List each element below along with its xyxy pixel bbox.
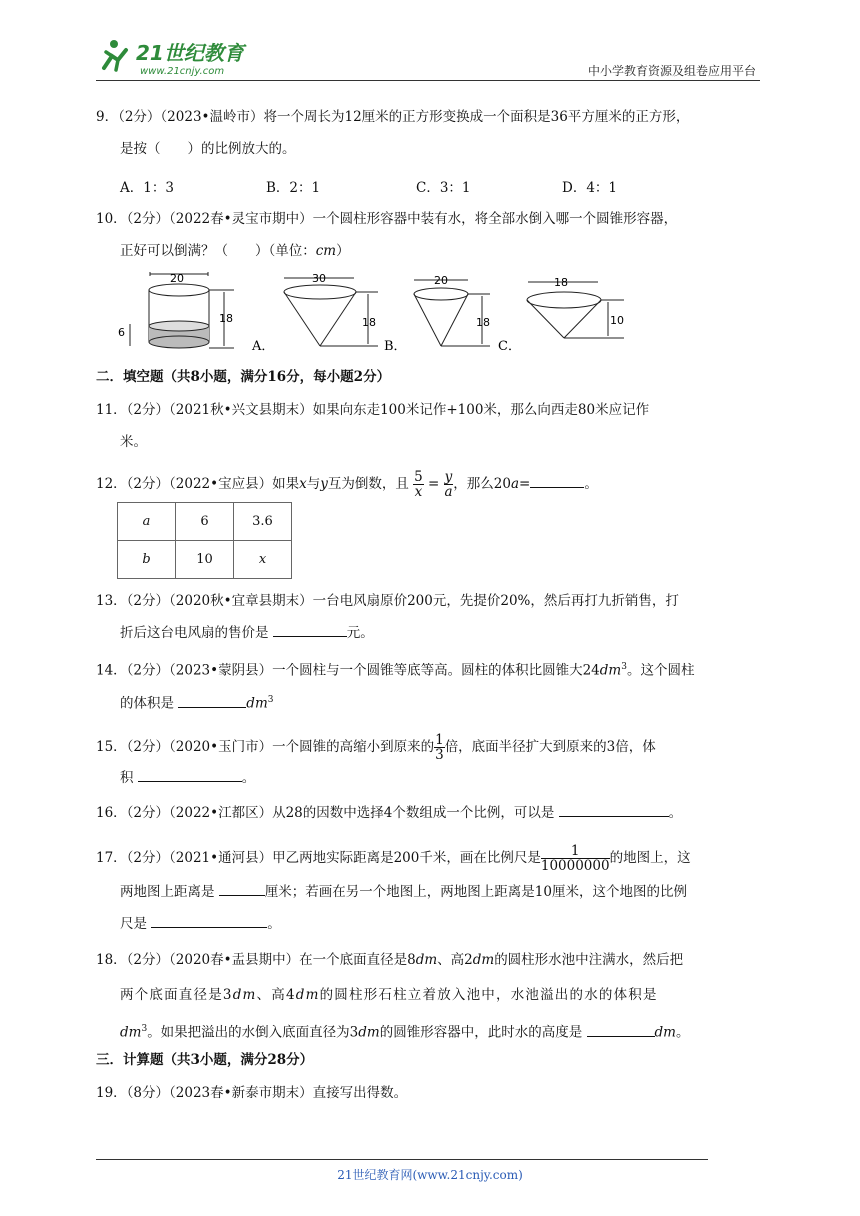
table-cell: a [118, 503, 176, 541]
table-cell: b [118, 541, 176, 579]
q9-choice-b: B．2：1 [266, 180, 321, 196]
runner-icon [104, 40, 126, 70]
svg-text:C．: C． [498, 339, 521, 354]
q9-choice-d: D．4：1 [562, 180, 618, 196]
q16-line: 16．（2分）（2022•江都区）从28的因数中选择4个数组成一个比例，可以是 。 [96, 805, 683, 821]
cone-b-figure [280, 270, 410, 354]
q17-answer-blank-2[interactable] [151, 914, 267, 928]
q12-line: 12．（2分）（2022•宝应县）如果x与y互为倒数，且 $\frac{5}{x}$ = $\frac{y}{a}$ ，那么20a= 。 [96, 469, 598, 500]
svg-text:18: 18 [476, 316, 490, 329]
q11-line1: 11．（2分）（2021秋•兴文县期末）如果向东走100米记作+100米，那么向西走80米应记作 [96, 402, 650, 418]
header-divider [96, 80, 760, 81]
q16-answer-blank[interactable] [559, 803, 669, 817]
table-cell: 10 [176, 541, 234, 579]
site-logo [96, 36, 261, 80]
cone-d-figure [524, 270, 634, 354]
q12-table [117, 502, 292, 579]
section-3-title: 三．计算题（共3小题，满分28分） [96, 1052, 314, 1068]
q13-line1: 13．（2分）（2020秋•宜章县期末）一台电风扇原价200元，先提价20%，然后再打九折销售，打 [96, 593, 679, 609]
q18-answer-blank[interactable] [587, 1023, 655, 1037]
logo-text: 21世纪教育 [136, 41, 244, 65]
footer-divider [96, 1159, 708, 1160]
svg-text:10: 10 [610, 314, 624, 327]
q18-line1: 18．（2分）（2020春•盂县期中）在一个底面直径是8dm、高2dm的圆柱形水池中注满水，然后把 [96, 952, 684, 968]
header-right-text: 中小学教育资源及组卷应用平台 [587, 64, 756, 78]
svg-text:20: 20 [170, 272, 184, 285]
q9-line1: 9．（2分）（2023•温岭市）将一个周长为12厘米的正方形变换成一个面积是36平方厘米的正方形， [96, 109, 690, 125]
svg-text:20: 20 [434, 274, 448, 287]
svg-text:30: 30 [312, 272, 326, 285]
q14-line2: 的体积是 $dm^3$ [120, 695, 274, 712]
q15-line1: 15．（2分）（2020•玉门市）一个圆锥的高缩小到原来的 $\frac{1}{3}$ 倍，底面半径扩大到原来的3倍，体 [96, 732, 656, 763]
svg-text:18: 18 [554, 276, 568, 289]
q12-answer-blank[interactable] [530, 474, 584, 488]
q15-answer-blank[interactable] [138, 768, 242, 782]
svg-text:18: 18 [219, 312, 233, 325]
svg-text:6: 6 [118, 326, 125, 339]
section-2-title: 二．填空题（共8小题，满分16分，每小题2分） [96, 369, 391, 385]
q13-answer-blank[interactable] [273, 623, 347, 637]
q9-choice-c: C．3：1 [416, 180, 471, 196]
svg-text:18: 18 [362, 316, 376, 329]
q14-answer-blank[interactable] [178, 694, 246, 708]
svg-text:A．: A． [252, 339, 275, 354]
q17-line3: 尺是 。 [120, 916, 281, 932]
q14-line1: 14．（2分）（2023•蒙阴县）一个圆柱与一个圆锥等底等高。圆柱的体积比圆锥大$24dm^3$。这个圆柱 [96, 662, 695, 679]
cylinder-figure [116, 270, 275, 354]
q17-line2: 两地图上距离是 厘米；若画在另一个地图上，两地图上距离是10厘米，这个地图的比例 [120, 884, 687, 900]
q18-line2: 两个底面直径是3dm、高4dm的圆柱形石柱立着放入池中，水池溢出的水的体积是 [120, 987, 658, 1003]
q9-line2: 是按（ ）的比例放大的。 [120, 141, 296, 157]
table-cell: 3.6 [234, 503, 292, 541]
q19-line: 19．（8分）（2023春•新泰市期末）直接写出得数。 [96, 1085, 408, 1101]
q13-line2: 折后这台电风扇的售价是 元。 [120, 625, 374, 641]
footer-text: 21世纪教育网(www.21cnjy.com) [337, 1168, 523, 1182]
q10-line2: 正好可以倒满？（ ）（单位：cm） [120, 243, 350, 259]
q15-line2: 积 。 [120, 770, 256, 786]
svg-text:B．: B． [384, 339, 407, 354]
q10-line1: 10．（2分）（2022春•灵宝市期中）一个圆柱形容器中装有水，将全部水倒入哪一个圆锥形容器， [96, 211, 678, 227]
q17-answer-blank-1[interactable] [219, 882, 265, 896]
logo-url: www.21cnjy.com [140, 66, 225, 77]
table-cell: 6 [176, 503, 234, 541]
table-cell: x [234, 541, 292, 579]
q17-line1: 17．（2分）（2021•通河县）甲乙两地实际距离是200千米，画在比例尺是 $\frac{1}{10000000}$ 的地图上，这 [96, 843, 691, 874]
cone-c-figure [410, 270, 530, 354]
q18-line3: $dm^3$。如果把溢出的水倒入底面直径为3dm的圆锥形容器中，此时水的高度是 dm。 [120, 1024, 690, 1041]
q9-choice-a: A．1：3 [120, 180, 174, 196]
q11-line2: 米。 [120, 434, 147, 450]
